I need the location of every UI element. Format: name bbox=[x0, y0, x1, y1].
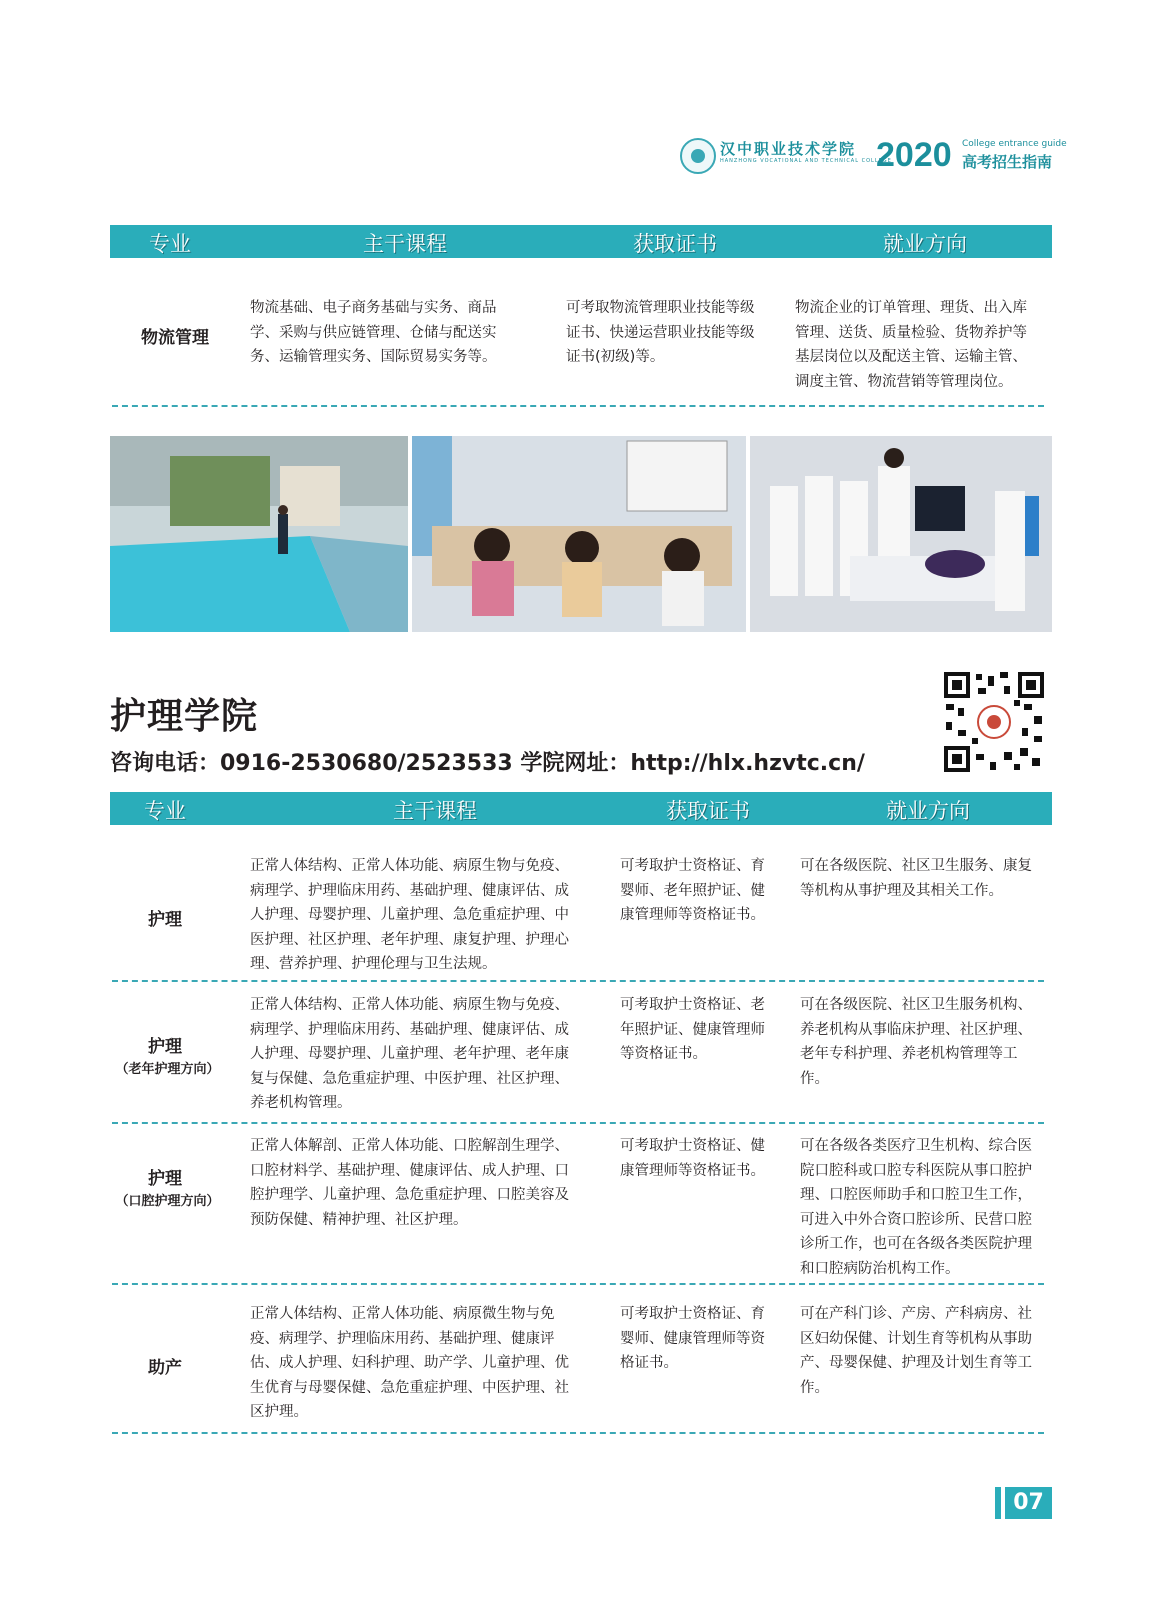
guide-title-en: College entrance guide bbox=[962, 139, 1067, 149]
contact-info: 咨询电话：0916-2530680/2523533 学院网址：http://hlx.hzvtc.cn/ bbox=[110, 751, 865, 776]
row-divider bbox=[112, 1122, 1044, 1124]
header-employment: 就业方向 bbox=[883, 232, 967, 256]
college-name-cn: 汉中职业技术学院 bbox=[720, 140, 857, 158]
college-name-en: HANZHONG VOCATIONAL AND TECHNICAL COLLEGE bbox=[720, 158, 892, 164]
courses-nursing: 正常人体结构、正常人体功能、病原生物与免疫、 病理学、护理临床用药、基础护理、健康评估、成 人护理、母婴护理、儿童护理、急危重症护理、中 医护理、社区护理、老年护理、康复护理、护理心 理、营养护理、护理伦理与卫生法规。 bbox=[250, 858, 569, 972]
row-divider bbox=[112, 980, 1044, 982]
employment-logistics: 物流企业的订单管理、理货、出入库 管理、送货、质量检验、货物养护等 基层岗位以及配送主管、运输主管、 调度主管、物流营销等管理岗位。 bbox=[795, 300, 1027, 390]
header-employment: 就业方向 bbox=[886, 799, 970, 823]
header-courses: 主干课程 bbox=[363, 232, 447, 256]
table-header-logistics bbox=[110, 225, 1052, 258]
page-number: 07 bbox=[1005, 1487, 1052, 1519]
row-divider bbox=[112, 1283, 1044, 1285]
photo-classroom bbox=[412, 436, 746, 632]
major-subtitle-elderly: （老年护理方向） bbox=[115, 1062, 220, 1077]
major-nursing: 护理 bbox=[148, 910, 182, 930]
header-major: 专业 bbox=[149, 232, 191, 256]
employment-nursing-oral: 可在各级各类医疗卫生机构、综合医 院口腔科或口腔专科医院从事口腔护 理、口腔医师助手和口腔卫生工作， 可进入中外合资口腔诊所、民营口腔 诊所工作，也可在各级各类医院护理 和口腔病防治机构工作。 bbox=[800, 1138, 1032, 1277]
certificates-nursing-oral: 可考取护士资格证、健 康管理师等资格证书。 bbox=[620, 1138, 765, 1179]
major-nursing-elderly: 护理 bbox=[148, 1037, 182, 1057]
photo-nursing-practice bbox=[750, 436, 1052, 632]
certificates-nursing: 可考取护士资格证、育 婴师、老年照护证、健 康管理师等资格证书。 bbox=[620, 858, 765, 923]
guide-title-cn: 高考招生指南 bbox=[962, 153, 1053, 171]
courses-midwifery: 正常人体结构、正常人体功能、病原微生物与免 疫、病理学、护理临床用药、基础护理、健康评 估、成人护理、妇科护理、助产学、儿童护理、优 生优育与母婴保健、急危重症护理、中医护理、社 区护理。 bbox=[250, 1306, 569, 1420]
major-logistics: 物流管理 bbox=[141, 328, 209, 348]
major-subtitle-oral: （口腔护理方向） bbox=[115, 1194, 220, 1209]
major-midwifery: 助产 bbox=[148, 1358, 182, 1378]
brand-header bbox=[680, 136, 1067, 178]
guide-year: 2020 bbox=[876, 136, 952, 174]
employment-nursing-elderly: 可在各级医院、社区卫生服务机构、 养老机构从事临床护理、社区护理、 老年专科护理、养老机构管理等工 作。 bbox=[800, 997, 1032, 1087]
table-header-nursing bbox=[110, 792, 1052, 825]
college-title: 护理学院 bbox=[110, 696, 259, 737]
college-logo bbox=[680, 138, 716, 174]
header-certificates: 获取证书 bbox=[666, 799, 750, 823]
header-major: 专业 bbox=[144, 799, 186, 823]
courses-logistics: 物流基础、电子商务基础与实务、商品 学、采购与供应链管理、仓储与配送实 务、运输管理实务、国际贸易实务等。 bbox=[250, 300, 497, 365]
courses-nursing-oral: 正常人体解剖、正常人体功能、口腔解剖生理学、 口腔材料学、基础护理、健康评估、成人护理、口 腔护理学、儿童护理、急危重症护理、口腔美容及 预防保健、精神护理、社区护理。 bbox=[250, 1138, 569, 1228]
certificates-nursing-elderly: 可考取护士资格证、老 年照护证、健康管理师 等资格证书。 bbox=[620, 997, 765, 1062]
row-divider bbox=[112, 1432, 1044, 1434]
photo-pool-training bbox=[110, 436, 408, 632]
header-certificates: 获取证书 bbox=[633, 232, 717, 256]
major-nursing-oral: 护理 bbox=[148, 1169, 182, 1189]
certificates-logistics: 可考取物流管理职业技能等级 证书、快递运营职业技能等级 证书(初级)等。 bbox=[566, 300, 755, 365]
employment-nursing: 可在各级医院、社区卫生服务、康复 等机构从事护理及其相关工作。 bbox=[800, 858, 1032, 899]
row-divider bbox=[112, 405, 1044, 407]
employment-midwifery: 可在产科门诊、产房、产科病房、社 区妇幼保健、计划生育等机构从事助 产、母婴保健、护理及计划生育等工 作。 bbox=[800, 1306, 1032, 1396]
page-number-accent bbox=[995, 1487, 1001, 1519]
courses-nursing-elderly: 正常人体结构、正常人体功能、病原生物与免疫、 病理学、护理临床用药、基础护理、健康评估、成 人护理、母婴护理、儿童护理、老年护理、老年康 复与保健、急危重症护理、中医护理、社区护理、 养老机构管理。 bbox=[250, 997, 569, 1111]
header-courses: 主干课程 bbox=[393, 799, 477, 823]
qr-code bbox=[944, 672, 1044, 772]
certificates-midwifery: 可考取护士资格证、育 婴师、健康管理师等资 格证书。 bbox=[620, 1306, 765, 1371]
